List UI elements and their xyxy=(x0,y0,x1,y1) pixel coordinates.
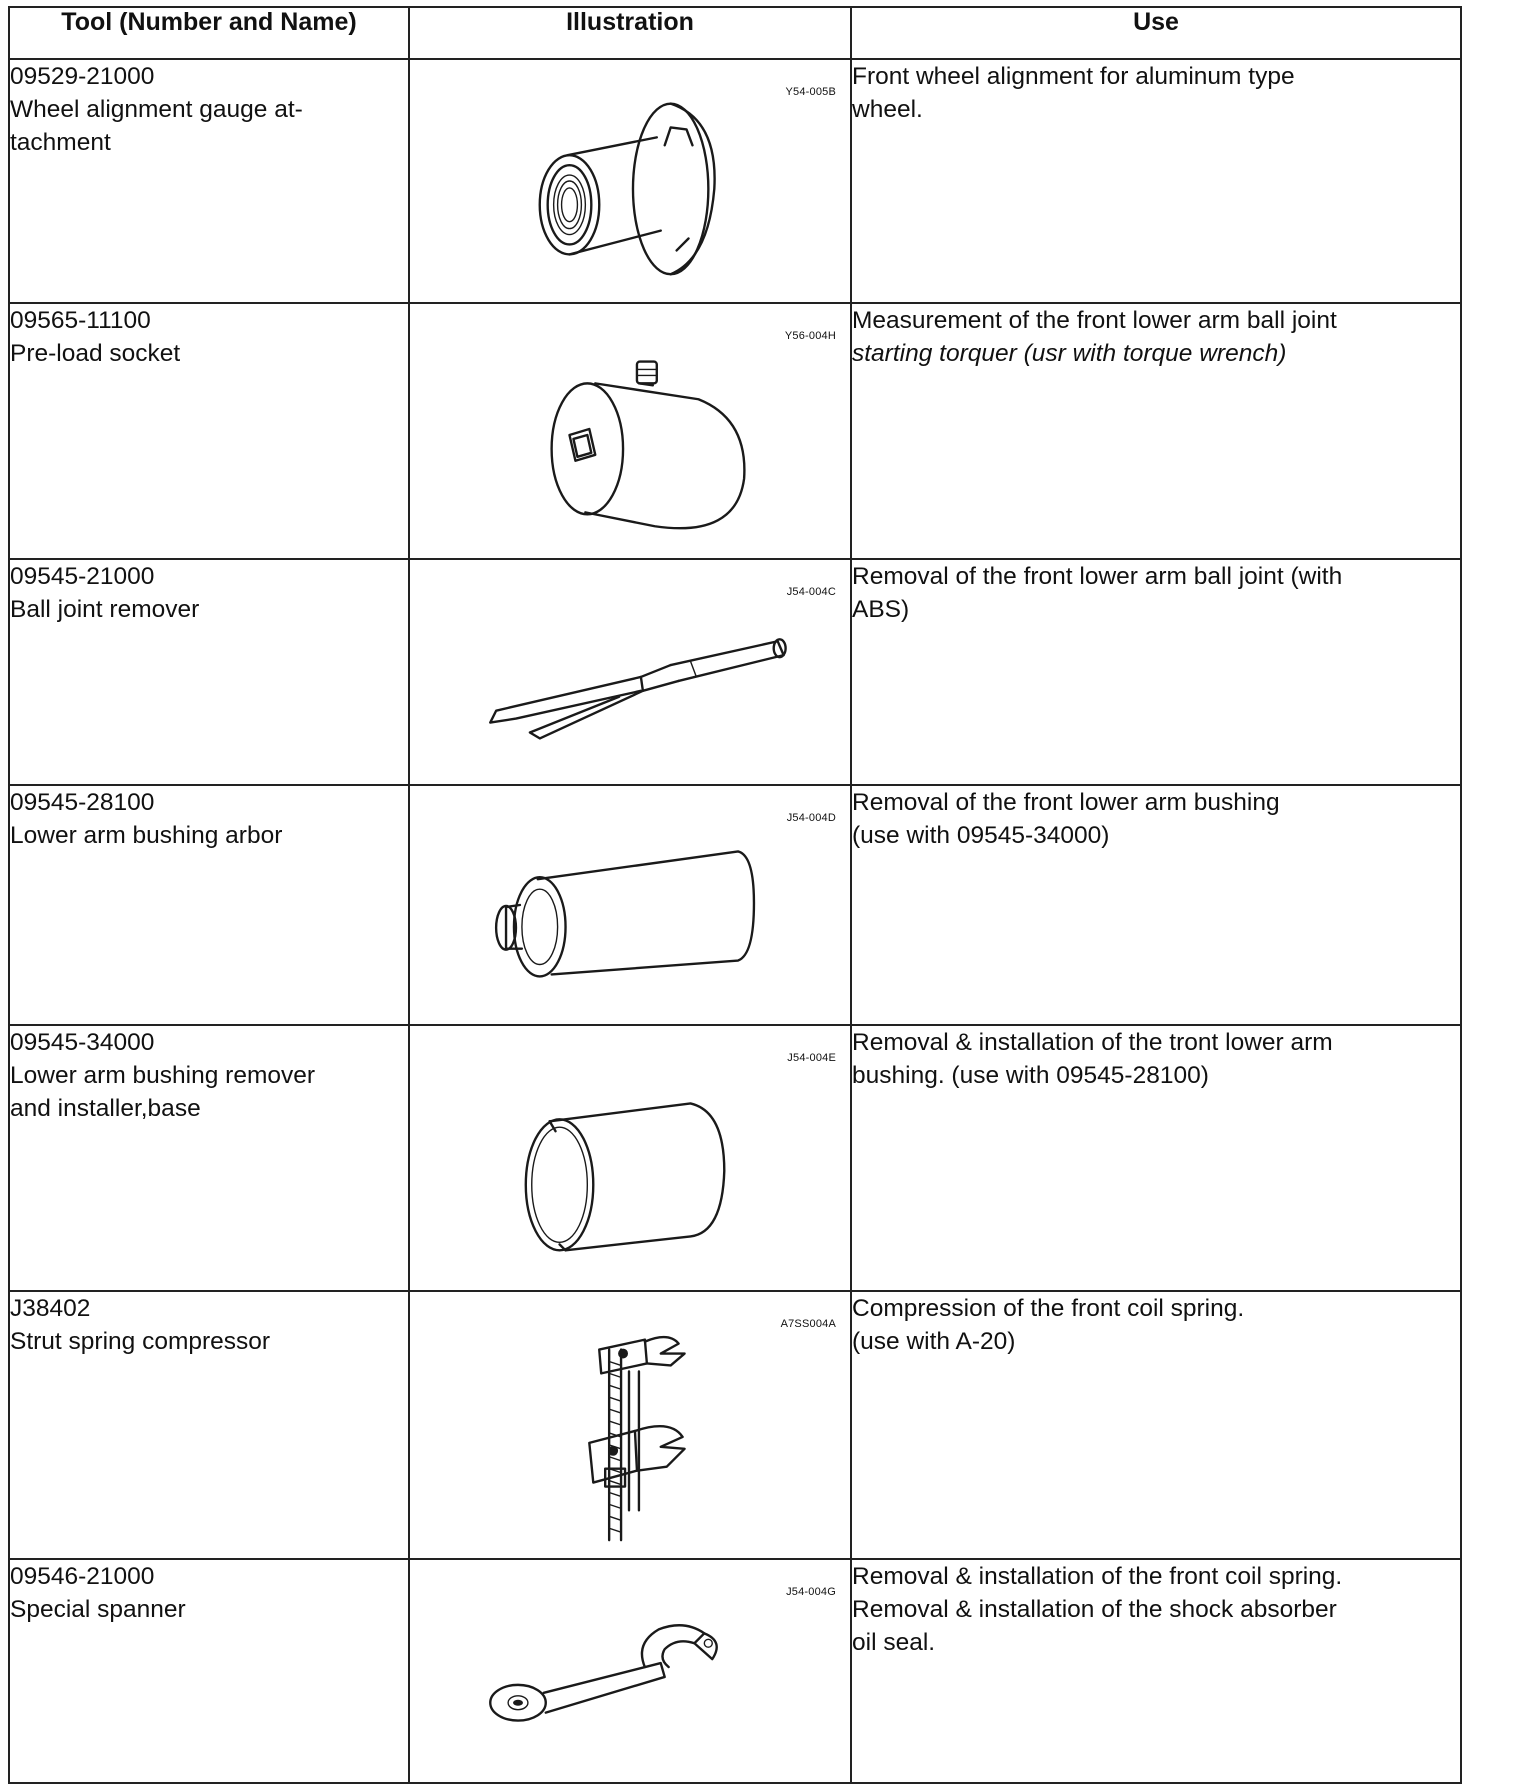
table-row xyxy=(9,785,1461,1025)
tool-name: Pre-load socket xyxy=(10,340,181,367)
table-row xyxy=(9,59,1461,303)
header-illustration: Illustration xyxy=(409,7,851,59)
use-text: ABS) xyxy=(852,596,910,623)
tool-number: 09545-21000 xyxy=(10,563,155,590)
use-cell xyxy=(851,1025,1461,1291)
use-text: Compression of the front coil spring. xyxy=(852,1295,1245,1322)
tool-name: Ball joint remover xyxy=(10,596,200,623)
tool-name: Lower arm bushing arbor xyxy=(10,822,283,849)
table-row xyxy=(9,559,1461,785)
tool-cell xyxy=(9,559,409,785)
tool-name: Lower arm bushing remover xyxy=(10,1062,316,1089)
tool-number: J38402 xyxy=(10,1295,91,1322)
tool-number: 09565-11100 xyxy=(10,307,151,334)
tool-cell xyxy=(9,1025,409,1291)
tool-number: 09545-28100 xyxy=(10,789,155,816)
use-cell xyxy=(851,303,1461,559)
figure-code: J54-004C xyxy=(786,586,836,598)
use-cell xyxy=(851,785,1461,1025)
use-text: (use with 09545-34000) xyxy=(852,822,1110,849)
figure-code: J54-004D xyxy=(786,812,836,824)
alignment-gauge-attachment-icon xyxy=(410,60,850,302)
illustration-cell xyxy=(409,1559,851,1783)
figure-code: J54-004E xyxy=(787,1052,836,1064)
use-cell xyxy=(851,1291,1461,1559)
use-cell xyxy=(851,1559,1461,1783)
illustration-cell xyxy=(409,303,851,559)
tool-number: 09529-21000 xyxy=(10,63,155,90)
tool-name: Special spanner xyxy=(10,1596,186,1623)
figure-code: J54-004G xyxy=(786,1586,836,1598)
tool-number: 09545-34000 xyxy=(10,1029,155,1056)
use-cell xyxy=(851,559,1461,785)
use-cell xyxy=(851,59,1461,303)
header-use: Use xyxy=(851,7,1461,59)
tool-cell xyxy=(9,785,409,1025)
special-tools-table xyxy=(8,6,1462,1784)
ball-joint-remover-icon xyxy=(410,560,850,784)
use-text: starting torquer (usr with torque wrench) xyxy=(852,340,1287,367)
header-row xyxy=(9,7,1461,59)
tool-cell xyxy=(9,59,409,303)
bushing-remover-base-icon xyxy=(410,1026,850,1290)
figure-code: A7SS004A xyxy=(780,1318,836,1330)
illustration-cell xyxy=(409,59,851,303)
tool-number: 09546-21000 xyxy=(10,1563,155,1590)
table-row xyxy=(9,1025,1461,1291)
use-text: (use with A-20) xyxy=(852,1328,1016,1355)
use-text: bushing. (use with 09545-28100) xyxy=(852,1062,1209,1089)
use-text: wheel. xyxy=(852,96,923,123)
illustration-cell xyxy=(409,785,851,1025)
strut-spring-compressor-icon xyxy=(410,1292,850,1558)
use-text: Removal of the front lower arm ball joint (with xyxy=(852,563,1343,590)
tool-name: Wheel alignment gauge at- xyxy=(10,96,303,123)
illustration-cell xyxy=(409,1025,851,1291)
tool-name: and installer,base xyxy=(10,1095,201,1122)
tool-cell xyxy=(9,1291,409,1559)
table-row xyxy=(9,1559,1461,1783)
use-text: Removal of the front lower arm bushing xyxy=(852,789,1280,816)
table-row xyxy=(9,1291,1461,1559)
use-text: Removal & installation of the shock absorber xyxy=(852,1596,1337,1623)
use-text: Removal & installation of the tront lower arm xyxy=(852,1029,1333,1056)
illustration-cell xyxy=(409,559,851,785)
figure-code: Y54-005B xyxy=(785,86,836,98)
tool-cell xyxy=(9,1559,409,1783)
preload-socket-icon xyxy=(410,304,850,558)
figure-code: Y56-004H xyxy=(784,330,836,342)
tool-name: tachment xyxy=(10,129,111,156)
use-text: Measurement of the front lower arm ball joint xyxy=(852,307,1337,334)
illustration-cell xyxy=(409,1291,851,1559)
table-row xyxy=(9,303,1461,559)
special-spanner-icon xyxy=(410,1560,850,1782)
tool-name: Strut spring compressor xyxy=(10,1328,271,1355)
tool-cell xyxy=(9,303,409,559)
use-text: oil seal. xyxy=(852,1629,936,1656)
bushing-arbor-icon xyxy=(410,786,850,1024)
use-text: Removal & installation of the front coil spring. xyxy=(852,1563,1343,1590)
header-tool: Tool (Number and Name) xyxy=(9,7,409,59)
use-text: Front wheel alignment for aluminum type xyxy=(852,63,1295,90)
